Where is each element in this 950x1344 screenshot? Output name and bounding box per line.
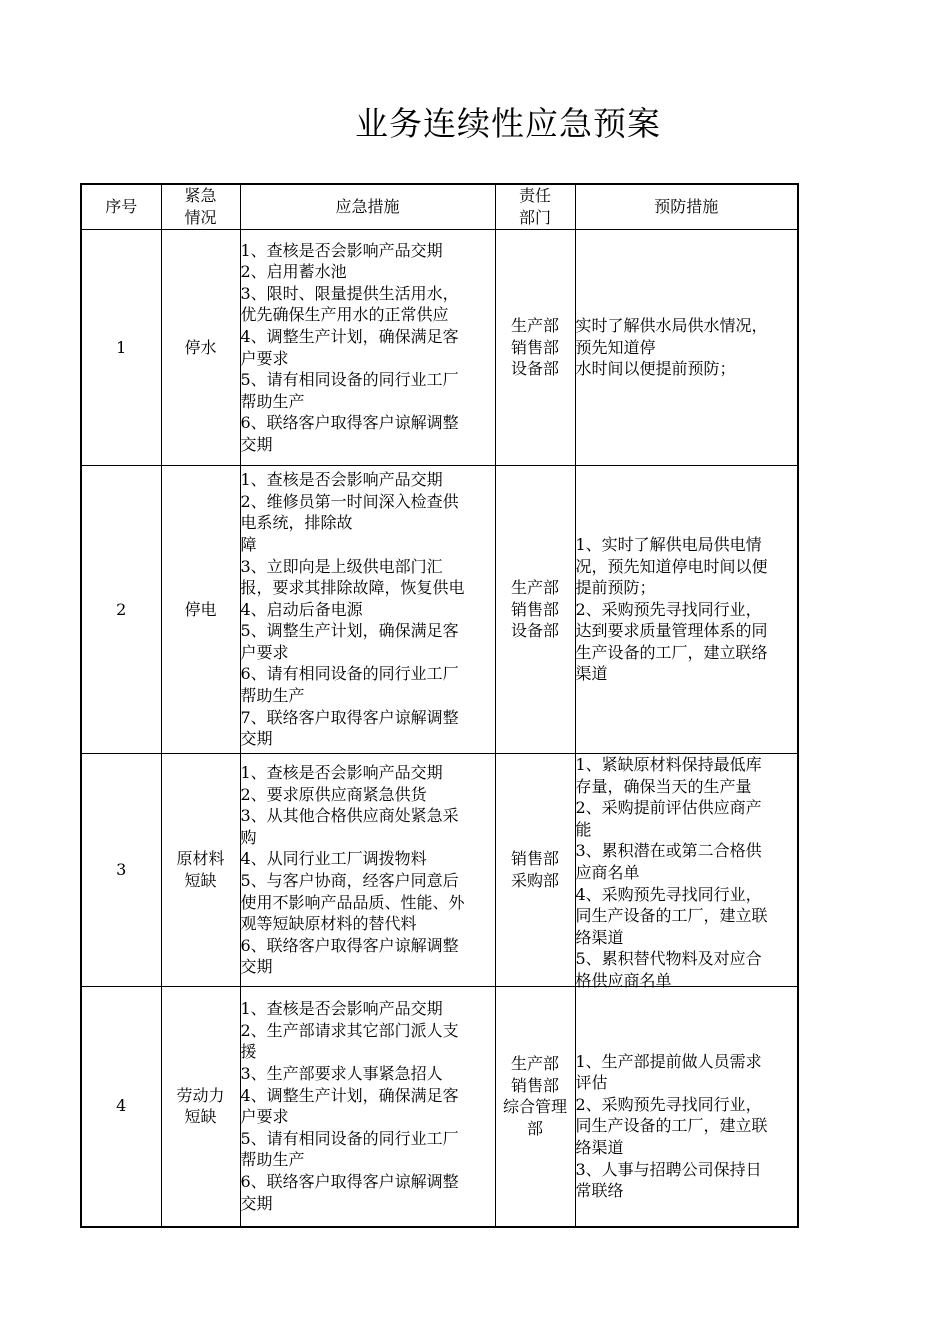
seq-cell: 4 [81,987,161,1227]
situation-cell: 劳动力 短缺 [161,987,240,1227]
measures-cell: 1、查核是否会影响产品交期 2、要求原供应商紧急供货 3、从其他合格供应商处紧急采 购 4、从同行业工厂调拨物料 5、与客户协商，经客户同意后 使用不影响产品品质、性能、外 观等短缺原材料的替代料 6、联络客户取得客户谅解调整 交期 [240,754,495,987]
emergency-plan-table [80,183,799,1228]
header-situation: 紧急 情况 [161,184,240,230]
measures-cell: 1、查核是否会影响产品交期 2、维修员第一时间深入检查供 电系统，排除故 障 3、立即向是上级供电部门汇 报，要求其排除故障，恢复供电 4、启动后备电源 5、调整生产计划，确保满足客 户要求 6、请有相同设备的同行业工厂 帮助生产 7、联络客户取得客户谅解调整 交期 [240,466,495,754]
seq-cell: 1 [81,230,161,466]
measures-cell: 1、查核是否会影响产品交期 2、启用蓄水池 3、限时、限量提供生活用水， 优先确保生产用水的正常供应 4、调整生产计划，确保满足客 户要求 5、请有相同设备的同行业工厂 帮助生产 6、联络客户取得客户谅解调整 交期 [240,230,495,466]
dept-cell: 销售部 采购部 [495,754,575,987]
table-row [81,987,798,1227]
prevention-cell: 1、实时了解供电局供电情 况，预先知道停电时间以便 提前预防； 2、采购预先寻找同行业， 达到要求质量管理体系的同 生产设备的工厂，建立联络 渠道 [575,466,798,754]
table-row [81,466,798,754]
document-title: 业务连续性应急预案 [355,104,661,143]
header-seq: 序号 [81,184,161,230]
header-dept: 责任 部门 [495,184,575,230]
prevention-cell: 实时了解供水局供水情况， 预先知道停 水时间以便提前预防； [575,230,798,466]
dept-cell: 生产部 销售部 设备部 [495,230,575,466]
table-row [81,230,798,466]
situation-cell: 停电 [161,466,240,754]
prevention-cell: 1、生产部提前做人员需求 评估 2、采购预先寻找同行业， 同生产设备的工厂，建立联 络渠道 3、人事与招聘公司保持日 常联络 [575,987,798,1227]
seq-cell: 2 [81,466,161,754]
header-measures: 应急措施 [240,184,495,230]
prevention-cell: 1、紧缺原材料保持最低库 存量，确保当天的生产量 2、采购提前评估供应商产 能 3、累积潜在或第二合格供 应商名单 4、采购预先寻找同行业， 同生产设备的工厂，建立联 络渠道 5、累积替代物料及对应合 格供应商名单 [575,754,798,987]
measures-cell: 1、查核是否会影响产品交期 2、生产部请求其它部门派人支 援 3、生产部要求人事紧急招人 4、调整生产计划，确保满足客 户要求 5、请有相同设备的同行业工厂 帮助生产 6、联络客户取得客户谅解调整 交期 [240,987,495,1227]
dept-cell: 生产部 销售部 设备部 [495,466,575,754]
table-row [81,754,798,987]
situation-cell: 原材料 短缺 [161,754,240,987]
table-header-row [81,184,798,230]
dept-cell: 生产部 销售部 综合管理 部 [495,987,575,1227]
situation-cell: 停水 [161,230,240,466]
seq-cell: 3 [81,754,161,987]
header-prevention: 预防措施 [575,184,798,230]
